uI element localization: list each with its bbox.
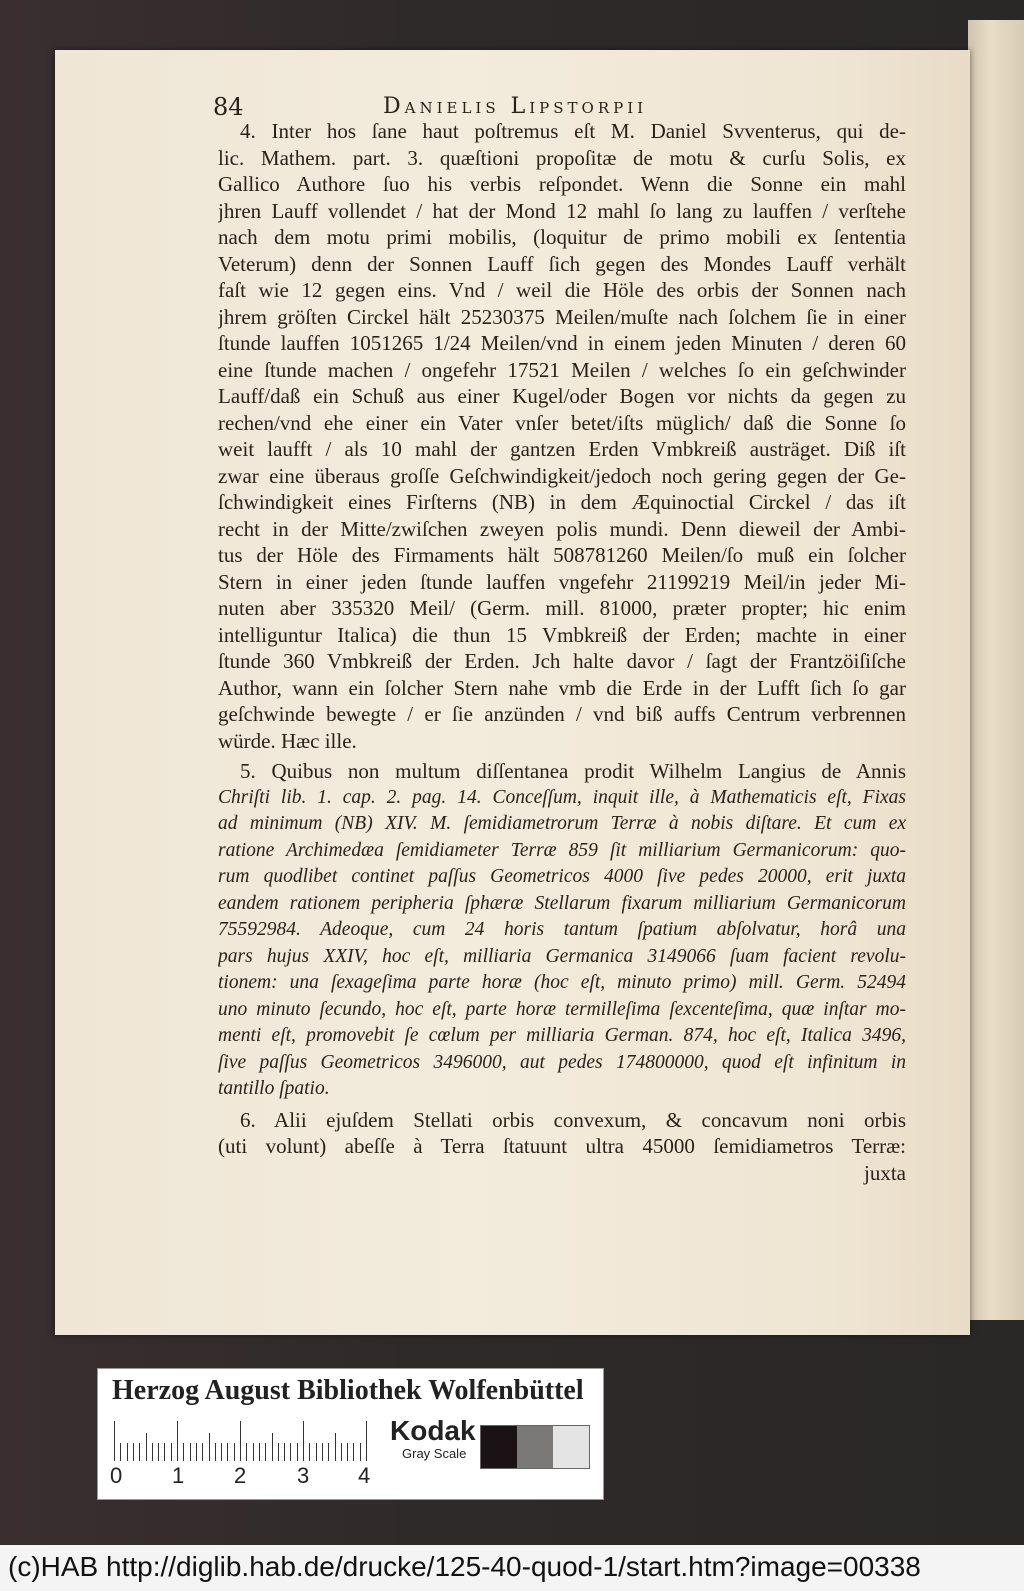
ruler-tick <box>190 1443 191 1461</box>
ruler-tick <box>127 1443 128 1461</box>
ruler-tick <box>139 1443 140 1461</box>
ruler-number-1: 1 <box>172 1463 185 1488</box>
ruler-tick <box>133 1443 134 1461</box>
text-line: (uti volunt) abeſſe à Terra ſtatuunt ultra 45000 ſemidiametros Terræ: <box>218 1134 906 1158</box>
ruler-tick <box>253 1443 254 1461</box>
ruler-tick <box>196 1443 197 1461</box>
gray-scale-label: Gray Scale <box>402 1446 467 1461</box>
ruler-tick <box>272 1433 273 1461</box>
text-line: ſchwindigkeit eines Firſterns (NB) in dem Æquinoctial Circkel / das iſt <box>218 490 906 514</box>
ruler-tick <box>265 1443 266 1461</box>
ruler-tick <box>341 1443 342 1461</box>
text-line: ſtunde 360 Vmbkreiß der Erden. Jch halte davor / ſagt der Frantzöiſiſche <box>218 649 906 673</box>
text-line: intelliguntur Italica) die thun 15 Vmbkreiß der Erden; machte in einer <box>218 622 906 647</box>
footer-credit: (c)HAB http://diglib.hab.de/drucke/125-40-quod-1/start.htm?image=00338 <box>8 1551 921 1582</box>
text-line: pars hujus XXIV, hoc eſt, milliaria Germanica 3149066 ſuam facient revolu- <box>218 945 906 967</box>
text-line: rechen/vnd ehe einer ein Vater vnſer betet/iſts müglich/ daß die Sonne ſo <box>218 410 906 435</box>
text-line: geſchwinde bewegte / er ſie anzünden / vnd biß auffs Centrum verbrennen <box>218 702 906 726</box>
ruler-tick <box>114 1421 115 1461</box>
kodak-logo: Kodak <box>390 1415 476 1446</box>
scale-ruler <box>114 1421 372 1461</box>
ruler-tick <box>278 1443 279 1461</box>
text-line: würde. Hæc ille. <box>218 728 357 753</box>
ruler-tick <box>360 1443 361 1461</box>
ruler-tick <box>146 1433 147 1461</box>
ruler-tick <box>209 1433 210 1461</box>
text-line: Author, wann ein ſolcher Stern nahe vmb die Erde in der Lufft ſich ſo gar <box>218 675 906 700</box>
gray-swatch <box>553 1426 589 1468</box>
ruler-tick <box>152 1443 153 1461</box>
ruler-tick <box>309 1443 310 1461</box>
text-line: nach dem motu primi mobilis, (loquitur de primo mobili ex ſententia <box>218 225 906 249</box>
text-line: lic. Mathem. part. 3. quæſtioni propoſitæ de motu & curſu Solis, ex <box>218 145 906 170</box>
text-line: faſt wie 12 gegen eins. Vnd / weil die Höle des orbis der Sonnen nach <box>218 278 906 302</box>
gray-swatch <box>517 1426 553 1468</box>
text-line: rum quodlibet continet paſſus Geometricos 4000 ſive pedes 20000, erit juxta <box>218 866 906 887</box>
ruler-tick <box>158 1443 159 1461</box>
text-line: Chriſti lib. 1. cap. 2. pag. 14. Conceſſum, inquit ille, à Mathematicis eſt, Fixas <box>218 786 906 808</box>
library-name: Herzog August Bibliothek Wolfenbüttel <box>112 1375 584 1406</box>
ruler-tick <box>366 1421 367 1461</box>
gray-scale-swatches <box>480 1425 590 1469</box>
text-line: ſive paſſus Geometricos 3496000, aut pedes 174800000, quod eſt infinitum in <box>218 1051 906 1073</box>
ruler-tick <box>202 1443 203 1461</box>
ruler-tick <box>284 1443 285 1461</box>
facing-page-edge <box>968 20 1024 1320</box>
text-line: tantillo ſpatio. <box>218 1078 330 1099</box>
ruler-tick <box>240 1421 241 1461</box>
ruler-number-4: 4 <box>358 1463 371 1488</box>
running-head: Danielis Lipstorpii <box>383 94 648 119</box>
ruler-tick <box>353 1443 354 1461</box>
ruler-tick <box>290 1443 291 1461</box>
ruler-tick <box>227 1443 228 1461</box>
text-line: jhren Lauff vollendet / hat der Mond 12 mahl ſo lang zu lauffen / verſtehe <box>218 198 906 223</box>
ruler-tick <box>347 1443 348 1461</box>
ruler-tick <box>335 1433 336 1461</box>
text-line: ratione Archimedæa ſemidiameter Terræ 859 ſit milliarium Germanicorum: quo- <box>218 839 906 861</box>
gray-swatch <box>481 1426 517 1468</box>
text-line: 6. Alii ejuſdem Stellati orbis convexum, & concavum noni orbis <box>240 1107 906 1132</box>
ruler-number-0: 0 <box>110 1463 123 1488</box>
text-line: Gallico Authore ſuo his verbis reſpondet. Wenn die Sonne ein mahl <box>218 172 906 196</box>
text-line: eine ſtunde machen / ongefehr 17521 Meilen / welches ſo ein geſchwinder <box>218 357 906 382</box>
text-line: uno minuto ſecundo, hoc eſt, parte horæ termilleſima ſexcenteſima, quæ inſtar mo- <box>218 998 906 1020</box>
page-number: 84 <box>213 93 244 121</box>
ruler-tick <box>259 1443 260 1461</box>
ruler-tick <box>183 1443 184 1461</box>
calibration-strip <box>97 1368 604 1500</box>
ruler-tick <box>303 1421 304 1461</box>
text-line: Stern in einer jeden ſtunde lauffen vngefehr 21199219 Meil/in jeder Mi- <box>218 569 906 594</box>
ruler-number-3: 3 <box>297 1463 310 1488</box>
ruler-tick <box>221 1443 222 1461</box>
text-line: menti eſt, promovebit ſe cœlum per milliaria German. 874, hoc eſt, Italica 3496, <box>218 1025 906 1046</box>
ruler-tick <box>171 1443 172 1461</box>
text-line: ſtunde lauffen 1051265 1/24 Meilen/vnd in einem jeden Minuten / deren 60 <box>218 331 906 355</box>
footer-bar <box>0 1545 1024 1591</box>
text-line: 75592984. Adeoque, cum 24 horis tantum ſpatium abſolvatur, horâ una <box>218 919 906 940</box>
text-line: Lauff/daß ein Schuß aus einer Kugel/oder Bogen vor nichts da gegen zu <box>218 384 906 408</box>
text-line: Veterum) denn der Sonnen Lauff ſich gegen des Mondes Lauff verhält <box>218 251 906 276</box>
text-line: tus der Höle des Firmaments hält 508781260 Meilen/ſo muß ein ſolcher <box>218 543 906 567</box>
text-line: eandem rationem peripheria ſphæræ Stellarum fixarum milliarium Germanicorum <box>218 892 906 914</box>
text-line: nuten aber 335320 Meil/ (Germ. mill. 81000, præter propter; hic enim <box>218 596 906 620</box>
ruler-tick <box>322 1443 323 1461</box>
ruler-number-2: 2 <box>234 1463 247 1488</box>
ruler-tick <box>316 1443 317 1461</box>
text-line: 5. Quibus non multum diſſentanea prodit Wilhelm Langius de Annis <box>240 759 906 783</box>
text-line: weit laufft / als 10 mahl der gantzen Erden Vmbkreiß austräget. Diß iſt <box>218 437 906 461</box>
ruler-tick <box>164 1443 165 1461</box>
text-line: tionem: una ſexageſima parte horæ (hoc eſt, minuto primo) mill. Germ. 52494 <box>218 972 906 993</box>
ruler-tick <box>215 1443 216 1461</box>
text-line: ad minimum (NB) XIV. M. ſemidiametrorum Terræ à nobis diſtare. Et cum ex <box>218 813 906 834</box>
text-line: jhrem gröſten Circkel hält 25230375 Meilen/muſte nach ſolchem ſie in einer <box>218 304 906 329</box>
ruler-tick <box>234 1443 235 1461</box>
body-text <box>218 118 906 1186</box>
catchword: juxta <box>864 1160 906 1185</box>
ruler-tick <box>120 1443 121 1461</box>
text-line: recht in der Mitte/zwiſchen zweyen polis mundi. Denn dieweil der Ambi- <box>218 516 906 541</box>
ruler-tick <box>328 1443 329 1461</box>
ruler-tick <box>297 1443 298 1461</box>
text-line: 4. Inter hos ſane haut poſtremus eſt M. Daniel Svventerus, qui de- <box>240 119 906 143</box>
ruler-tick <box>177 1421 178 1461</box>
ruler-tick <box>246 1443 247 1461</box>
text-line: zwar eine überaus groſſe Geſchwindigkeit/jedoch noch gering gegen der Ge- <box>218 463 906 488</box>
